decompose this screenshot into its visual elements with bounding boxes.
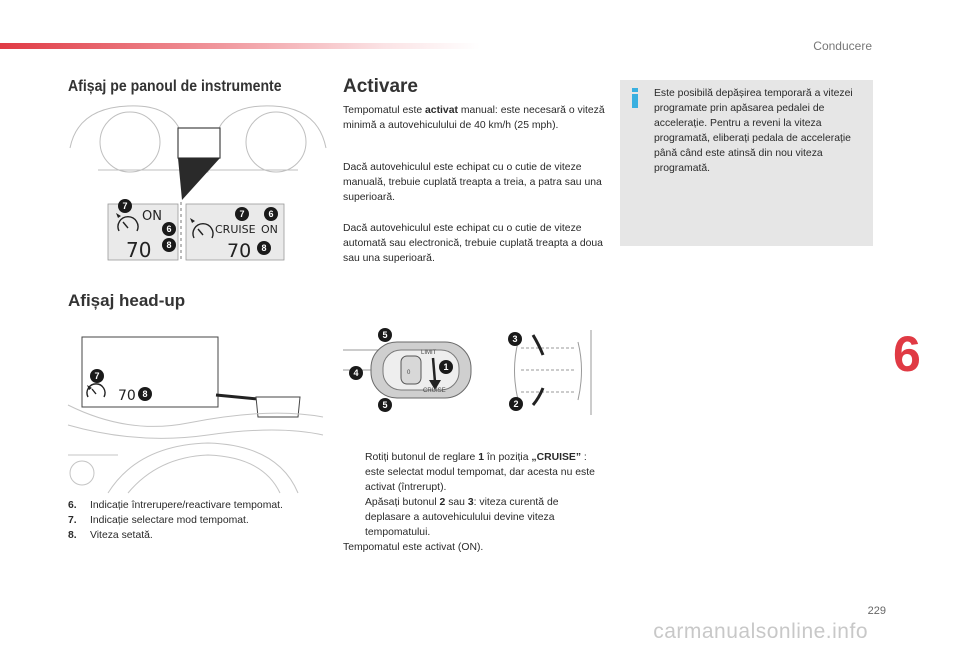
legend-item: 7. Indicație selectare mod tempomat. bbox=[68, 515, 249, 526]
stalk-label-zero: 0 bbox=[407, 370, 411, 376]
callout-4: 4 bbox=[353, 368, 359, 378]
title-head-up-display: Afișaj head-up bbox=[68, 291, 186, 310]
info-box bbox=[620, 80, 873, 246]
instrument-panel-illustration bbox=[68, 100, 328, 265]
on-label: ON bbox=[142, 209, 162, 224]
hud-speed-value: 70 bbox=[118, 388, 136, 404]
callout-3: 3 bbox=[512, 334, 518, 344]
activated-statement: Tempomatul este activat (ON). bbox=[343, 542, 484, 553]
callout-8: 8 bbox=[166, 240, 172, 250]
callout-7: 7 bbox=[122, 201, 128, 211]
chapter-number: 6 bbox=[893, 326, 921, 382]
callout-2: 2 bbox=[513, 399, 519, 409]
callout-6: 6 bbox=[166, 224, 172, 234]
manual-gearbox-paragraph: Dacă autovehiculul este echipat cu o cutie de viteze manuală, trebuie cuplată treapta a treia, a patra sau una superioară. bbox=[343, 162, 602, 203]
bullet-marker bbox=[343, 495, 365, 540]
info-text: Este posibilă depășirea temporară a vitezei programate prin apăsarea pedalei de accelerație. Pentru a reveni la viteza programată, eliberați pedala de accelerație până când este atinsă din nou viteza programată. bbox=[654, 88, 853, 174]
set-speed-value: 70 bbox=[227, 240, 252, 262]
bullet-marker bbox=[343, 450, 365, 495]
head-up-display-illustration bbox=[68, 335, 328, 495]
callout-7: 7 bbox=[94, 371, 100, 381]
legend-item: 6. Indicație întrerupere/reactivare tempomat. bbox=[68, 500, 283, 511]
callout-1: 1 bbox=[443, 362, 449, 372]
page-number: 229 bbox=[867, 605, 886, 617]
callout-6: 6 bbox=[268, 209, 274, 219]
activation-paragraph: Tempomatul este activat manual: este necesară o viteză minimă a autovehiculului de 40 km/h (25 mph). bbox=[343, 105, 605, 131]
list-item: Apăsați butonul 2 sau 3: viteza curentă de deplasare a autovehiculului devine viteza tempomatului. bbox=[343, 495, 605, 540]
callout-8: 8 bbox=[261, 243, 267, 253]
stalk-label-limit: LIMIT bbox=[421, 350, 437, 356]
title-instrument-display: Afișaj pe panoul de instrumente bbox=[68, 78, 282, 95]
info-icon bbox=[628, 88, 642, 108]
instructions-list bbox=[343, 450, 605, 555]
stalk-label-cruise: CRUISE bbox=[423, 388, 446, 394]
callout-5: 5 bbox=[382, 330, 388, 340]
watermark: carmanualsonline.info bbox=[653, 620, 868, 643]
header-accent-bar bbox=[0, 43, 480, 49]
on-label: ON bbox=[261, 223, 278, 236]
callout-5: 5 bbox=[382, 400, 388, 410]
legend-item: 8. Viteza setată. bbox=[68, 530, 153, 541]
set-speed-value: 70 bbox=[126, 238, 152, 262]
automatic-gearbox-paragraph: Dacă autovehiculul este echipat cu o cutie de viteze automată sau electronică, trebuie cuplată treapta a doua sau una superioară. bbox=[343, 223, 603, 264]
list-item: Rotiți butonul de reglare 1 în poziția „CRUISE” : este selectat modul tempomat, dar acesta nu este activat (întrerupt). bbox=[343, 450, 605, 495]
legend-list bbox=[68, 498, 328, 543]
cruise-label: CRUISE bbox=[215, 223, 256, 236]
callout-7: 7 bbox=[239, 209, 245, 219]
title-activation: Activare bbox=[343, 76, 418, 97]
section-name: Conducere bbox=[813, 39, 872, 53]
cruise-control-stalk-illustration bbox=[343, 320, 603, 420]
callout-8: 8 bbox=[142, 389, 148, 399]
